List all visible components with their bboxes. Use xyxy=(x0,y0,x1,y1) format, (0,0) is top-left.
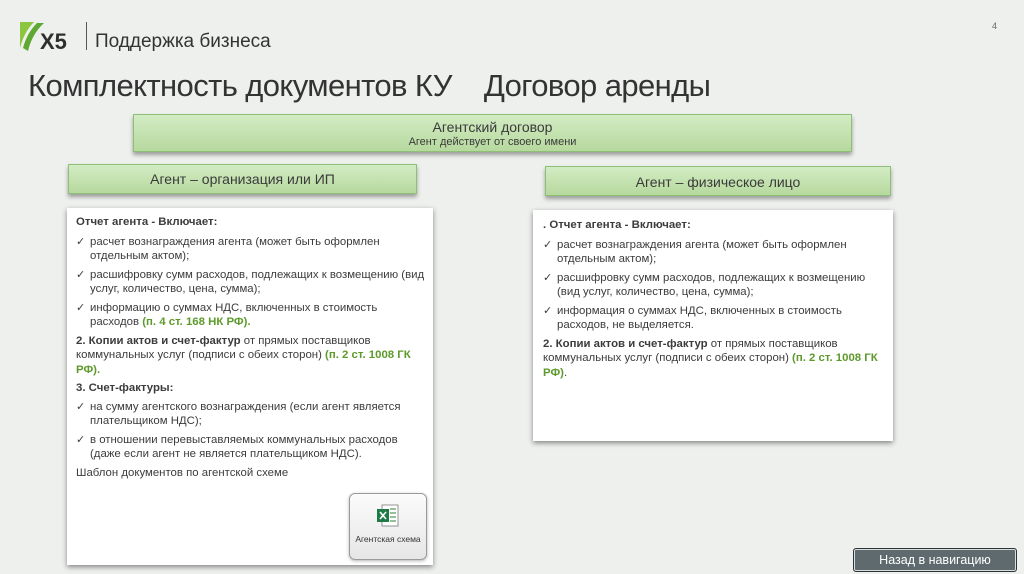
section-3-heading: 3. Счет-фактуры: xyxy=(76,382,174,394)
agent-contract-title: Агентский договор xyxy=(432,119,553,135)
check-icon: ✓ xyxy=(543,238,553,251)
list-item-text: на сумму агентского вознаграждения (если агент является плательщиком НДС); xyxy=(90,400,401,427)
agent-contract-box xyxy=(133,114,852,152)
law-reference: (п. 2 ст. 1008 ГК РФ). xyxy=(76,349,411,376)
attachment-label: Агентская схема xyxy=(355,534,421,544)
back-to-navigation-button[interactable]: Назад в навигацию xyxy=(853,548,1017,572)
right-panel xyxy=(533,210,893,441)
list-item xyxy=(543,271,885,300)
law-reference: (п. 4 ст. 168 НК РФ). xyxy=(142,316,251,328)
list-item xyxy=(76,301,425,330)
section-2-heading: 2. Копии актов и счет-фактур xyxy=(76,334,241,347)
section-2-heading: 2. Копии актов и счет-фактур xyxy=(543,337,708,350)
brand-name: Поддержка бизнеса xyxy=(95,31,271,52)
list-item-text: информацию о суммах НДС, включенных в стоимость расходов xyxy=(90,301,378,328)
list-item-text: информация о суммах НДС, включенных в стоимость расходов, не выделяется. xyxy=(557,304,842,331)
list-item xyxy=(76,268,425,297)
excel-file-icon xyxy=(377,504,399,528)
list-item-text: расшифровку сумм расходов, подлежащих к возмещению (вид услуг, количество, цена, сумма); xyxy=(557,271,866,298)
check-icon: ✓ xyxy=(76,301,86,314)
list-item xyxy=(76,433,425,462)
law-reference: (п. 2 ст. 1008 ГК РФ) xyxy=(543,352,878,379)
section-2 xyxy=(76,334,425,378)
agent-scheme-attachment[interactable] xyxy=(349,493,427,560)
left-heading-box: Агент – организация или ИП xyxy=(68,164,417,194)
check-icon: ✓ xyxy=(543,304,553,317)
list-item xyxy=(543,304,885,333)
logo-divider xyxy=(86,22,87,50)
list-item-text: расшифровку сумм расходов, подлежащих к возмещению (вид услуг, количество, цена, сумма); xyxy=(90,268,425,295)
check-icon: ✓ xyxy=(76,268,86,281)
check-icon: ✓ xyxy=(76,400,86,413)
check-icon: ✓ xyxy=(76,235,86,248)
x5-logo xyxy=(18,18,84,54)
list-item-text: в отношении перевыставляемых коммунальных расходов (даже если агент не является плательщиком НДС). xyxy=(90,433,398,460)
page-title: Комплектность документов КУ Договор аренды xyxy=(28,68,711,103)
section-2-text: от прямых поставщиков коммунальных услуг (подписи с обеих сторон) xyxy=(76,334,371,361)
logo-text: X5 xyxy=(40,29,67,54)
list-item xyxy=(76,235,425,264)
check-icon: ✓ xyxy=(76,433,86,446)
list-item xyxy=(76,400,425,429)
list-item xyxy=(543,238,885,267)
list-item-text: расчет вознаграждения агента (может быть оформлен отдельным актом); xyxy=(90,235,380,262)
right-heading-box: Агент – физическое лицо xyxy=(545,166,891,196)
template-note: Шаблон документов по агентской схеме xyxy=(76,466,289,479)
section-2-end: . xyxy=(563,366,568,379)
list-item-text: расчет вознаграждения агента (может быть оформлен отдельным актом); xyxy=(557,238,847,265)
page-number: 4 xyxy=(992,21,998,31)
section-2 xyxy=(543,337,885,381)
check-icon: ✓ xyxy=(543,271,553,284)
right-panel-heading: . Отчет агента - Включает: xyxy=(543,219,691,231)
left-panel-heading: Отчет агента - Включает: xyxy=(76,216,218,228)
agent-contract-subtitle: Агент действует от своего имени xyxy=(408,136,577,148)
section-2-text: от прямых поставщиков коммунальных услуг (подписи с обеих сторон) xyxy=(543,337,838,364)
